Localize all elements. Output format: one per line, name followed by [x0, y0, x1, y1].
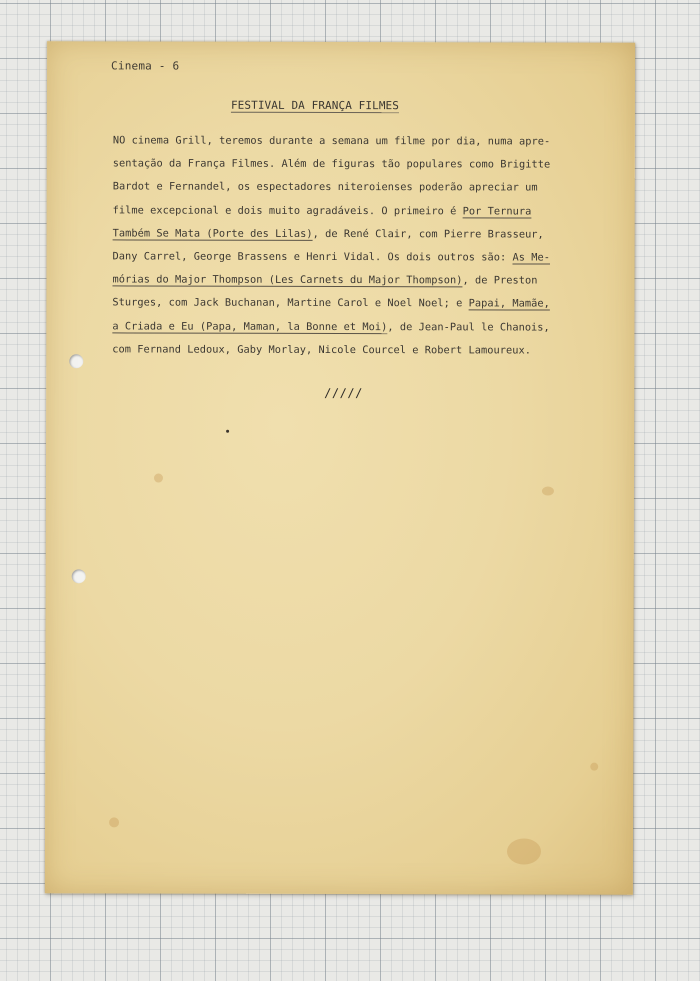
- body-paragraph: [112, 129, 613, 362]
- text-segment: filme excepcional e dois muito agradáveis. O primeiro é: [112, 204, 463, 217]
- underlined-film-title: a Criada e Eu (Papa, Maman, la Bonne et Moi): [112, 320, 388, 333]
- text-line: [112, 315, 612, 340]
- text-line: [113, 222, 613, 247]
- text-line: [113, 176, 613, 201]
- text-line: [113, 129, 613, 154]
- text-segment: , de Preston: [462, 274, 538, 287]
- document-title: FESTIVAL DA FRANÇA FILMES: [230, 98, 400, 113]
- text-line: [113, 245, 613, 270]
- paper-stain: [154, 474, 163, 483]
- document-page: [45, 41, 635, 895]
- text-line: [113, 199, 613, 224]
- text-line: [113, 153, 613, 178]
- text-segment: sentação da França Filmes. Além de figuras tão populares como Brigitte: [112, 157, 551, 171]
- punch-hole-bottom: [72, 569, 86, 583]
- underlined-film-title: Por Ternura: [462, 204, 532, 218]
- punch-hole-top: [69, 354, 83, 368]
- text-line: [112, 269, 612, 294]
- page-header: Cinema - 6: [111, 59, 180, 73]
- paper-stain: [542, 487, 554, 496]
- underlined-film-title: Papai, Mamãe,: [468, 297, 550, 310]
- text-segment: Sturges, com Jack Buchanan, Martine Carol e Noel Noel; e: [112, 296, 469, 310]
- text-segment: , de Jean-Paul le Chanois,: [387, 320, 550, 334]
- underlined-film-title: Também Se Mata (Porte des Lilas): [112, 227, 313, 240]
- ink-dot: [226, 430, 229, 433]
- text-segment: , de René Clair, com Pierre Brasseur,: [312, 227, 544, 241]
- paper-stain: [109, 817, 119, 827]
- end-mark: /////: [324, 385, 363, 401]
- text-segment: Bardot e Fernandel, os espectadores niteroienses poderão apreciar um: [112, 180, 538, 194]
- text-segment: Dany Carrel, George Brassens e Henri Vidal. Os dois outros são:: [112, 250, 513, 264]
- paper-stain: [590, 763, 598, 771]
- paper-stain: [507, 838, 541, 864]
- text-line: [112, 338, 612, 363]
- text-line: [112, 292, 612, 317]
- text-segment: com Fernand Ledoux, Gaby Morlay, Nicole Courcel e Robert Lamoureux.: [112, 343, 532, 357]
- underlined-film-title: As Me-: [512, 251, 551, 264]
- underlined-film-title: mórias do Major Thompson (Les Carnets du Major Thompson): [112, 273, 463, 287]
- text-segment: NO cinema Grill, teremos durante a semana um filme por dia, numa apre-: [112, 134, 551, 148]
